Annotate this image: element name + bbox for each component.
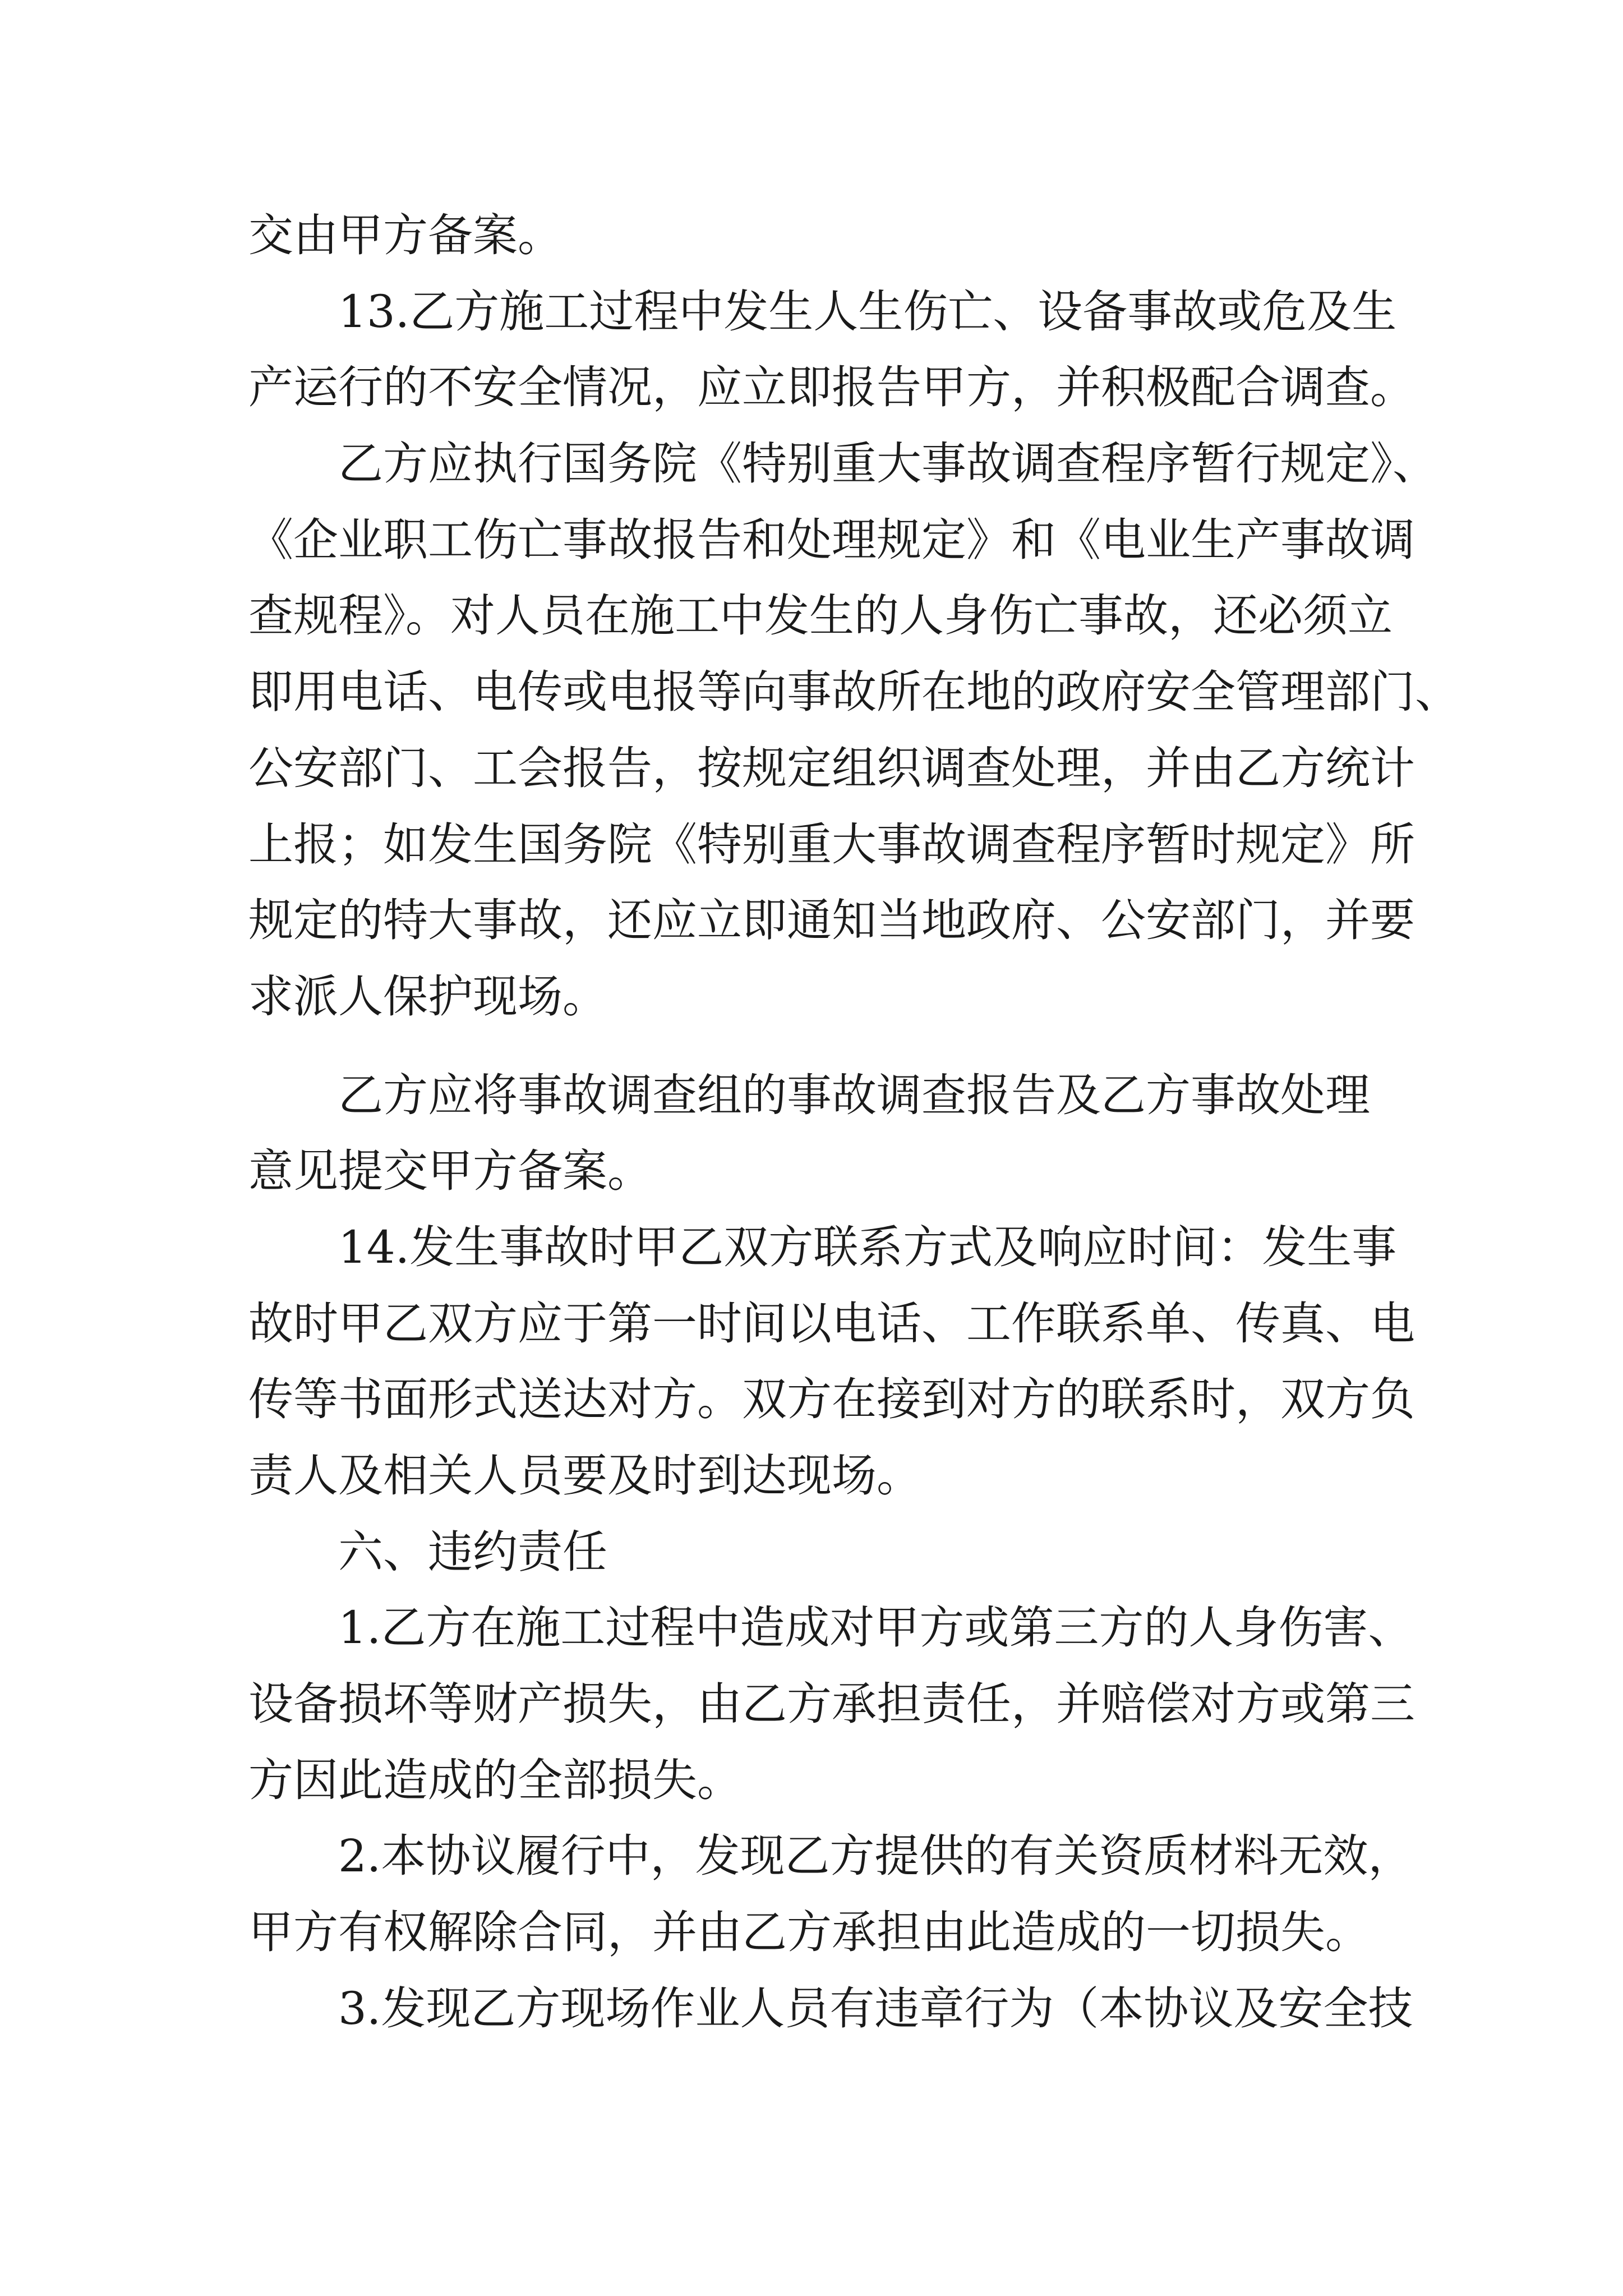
text-line: 规定的特大事故，还应立即通知当地政府、公安部门，并要 <box>248 894 1415 947</box>
text-line: 产运行的不安全情况，应立即报告甲方，并积极配合调查。 <box>248 361 1415 414</box>
paragraph-gap <box>248 1035 1376 1057</box>
text-line: 乙方应执行国务院《特别重大事故调查程序暂行规定》、 <box>338 438 1437 490</box>
text-line: 13.乙方施工过程中发生人生伤亡、设备事故或危及生 <box>338 285 1397 338</box>
text-line: 乙方应将事故调查组的事故调查报告及乙方事故处理 <box>338 1069 1370 1121</box>
text-line: 公安部门、工会报告，按规定组织调查处理，并由乙方统计 <box>248 742 1415 794</box>
text-line: 2.本协议履行中，发现乙方提供的有关资质材料无效， <box>338 1830 1413 1883</box>
text-line: 设备损坏等财产损失，由乙方承担责任，并赔偿对方或第三 <box>248 1678 1415 1731</box>
text-line: 故时甲乙双方应于第一时间以电话、工作联系单、传真、电 <box>248 1297 1415 1350</box>
text-line: 甲方有权解除合同，并由乙方承担由此造成的一切损失。 <box>248 1906 1370 1959</box>
text-line: 14.发生事故时甲乙双方联系方式及响应时间：发生事 <box>338 1221 1397 1273</box>
text-line: 交由甲方备案。 <box>248 209 562 261</box>
text-line: 求派人保护现场。 <box>248 970 607 1023</box>
text-line: 3.发现乙方现场作业人员有违章行为（本协议及安全技 <box>338 1982 1413 2035</box>
text-line: 上报；如发生国务院《特别重大事故调查程序暂时规定》所 <box>248 818 1415 871</box>
text-line: 责人及相关人员要及时到达现场。 <box>248 1450 921 1502</box>
document-body <box>248 197 1460 2047</box>
section-heading: 六、违约责任 <box>338 1525 607 1578</box>
text-line: 意见提交甲方备案。 <box>248 1145 652 1198</box>
text-line: 方因此造成的全部损失。 <box>248 1754 742 1806</box>
text-line: 《企业职工伤亡事故报告和处理规定》和《电业生产事故调 <box>248 513 1415 566</box>
text-line: 查规程》。对人员在施工中发生的人身伤亡事故，还必须立 <box>248 590 1393 642</box>
text-line: 传等书面形式送达对方。双方在接到对方的联系时，双方负 <box>248 1373 1415 1426</box>
text-line: 即用电话、电传或电报等向事故所在地的政府安全管理部门、 <box>248 666 1460 719</box>
text-line: 1.乙方在施工过程中造成对甲方或第三方的人身伤害、 <box>338 1602 1413 1654</box>
